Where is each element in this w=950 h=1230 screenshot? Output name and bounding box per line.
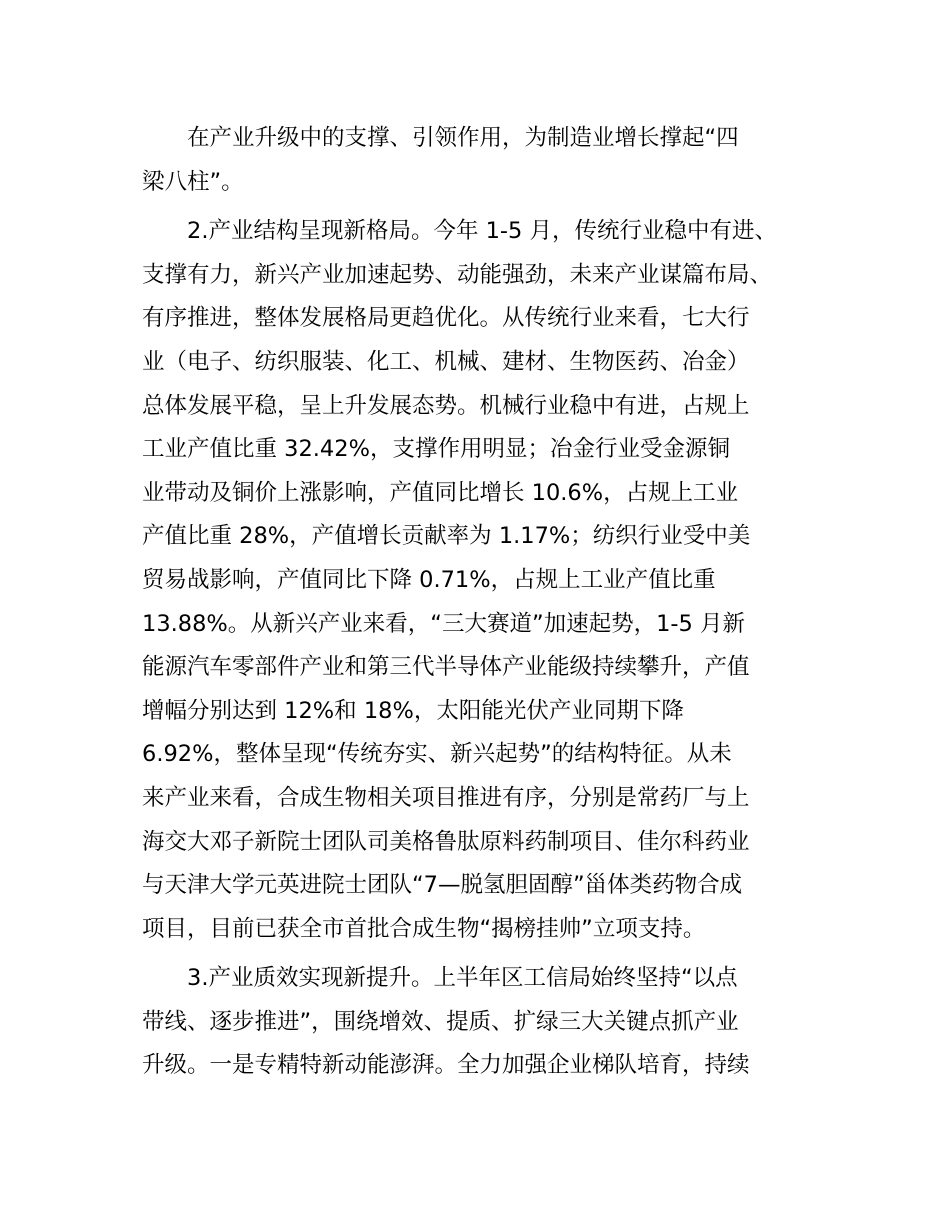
body-text <box>142 117 822 1088</box>
text-line: 业（电子、纺织服装、化工、机械、建材、生物医药、冶金） <box>142 348 750 375</box>
text-line: 工业产值比重 32.42%，支撑作用明显；冶金行业受金源铜 <box>142 436 730 463</box>
text-line: 有序推进，整体发展格局更趋优化。从传统行业来看，七大行 <box>142 305 750 332</box>
paragraph-2 <box>142 210 822 951</box>
text-line: 带线、逐步推进”，围绕增效、提质、扩绿三大关键点抓产业 <box>142 1008 739 1035</box>
text-line: 13.88%。从新兴产业来看，“三大赛道”加速起势，1-5 月新 <box>142 610 746 637</box>
text-line: 支撑有力，新兴产业加速起势、动能强劲，未来产业谋篇布局、 <box>142 261 773 288</box>
text-line: 项目，目前已获全市首批合成生物“揭榜挂帅”立项支持。 <box>142 915 706 942</box>
text-line: 与天津大学元英进院士团队“7—脱氢胆固醇”甾体类药物合成 <box>142 872 743 899</box>
text-line: 6.92%，整体呈现“传统夯实、新兴起势”的结构特征。从未 <box>142 741 732 768</box>
text-line: 来产业来看，合成生物相关项目推进有序，分别是常药厂与上 <box>142 784 750 811</box>
text-line: 在产业升级中的支撑、引领作用，为制造业增长撑起“四 <box>187 125 739 151</box>
text-line: 产值比重 28%，产值增长贡献率为 1.17%；纺织行业受中美 <box>142 523 751 550</box>
text-line: 贸易战影响，产值同比下降 0.71%，占规上工业产值比重 <box>142 566 716 593</box>
text-line: 梁八柱”。 <box>142 168 244 195</box>
paragraph-1 <box>142 117 822 204</box>
text-line: 业带动及铜价上涨影响，产值同比增长 10.6%，占规上工业 <box>142 479 739 506</box>
text-line: 总体发展平稳，呈上升发展态势。机械行业稳中有进，占规上 <box>142 392 750 419</box>
text-line: 能源汽车零部件产业和第三代半导体产业能级持续攀升，产值 <box>142 654 750 681</box>
text-line: 升级。一是专精特新动能澎湃。全力加强企业梯队培育，持续 <box>142 1052 750 1079</box>
text-line: 3.产业质效实现新提升。上半年区工信局始终坚持“以点 <box>187 965 738 992</box>
text-line: 增幅分别达到 12%和 18%，太阳能光伏产业同期下降 <box>142 697 684 724</box>
text-line: 海交大邓子新院士团队司美格鲁肽原料药制项目、佳尔科药业 <box>142 828 750 855</box>
text-line: 2.产业结构呈现新格局。今年 1-5 月，传统行业稳中有进、 <box>187 218 778 245</box>
paragraph-3 <box>142 957 822 1088</box>
